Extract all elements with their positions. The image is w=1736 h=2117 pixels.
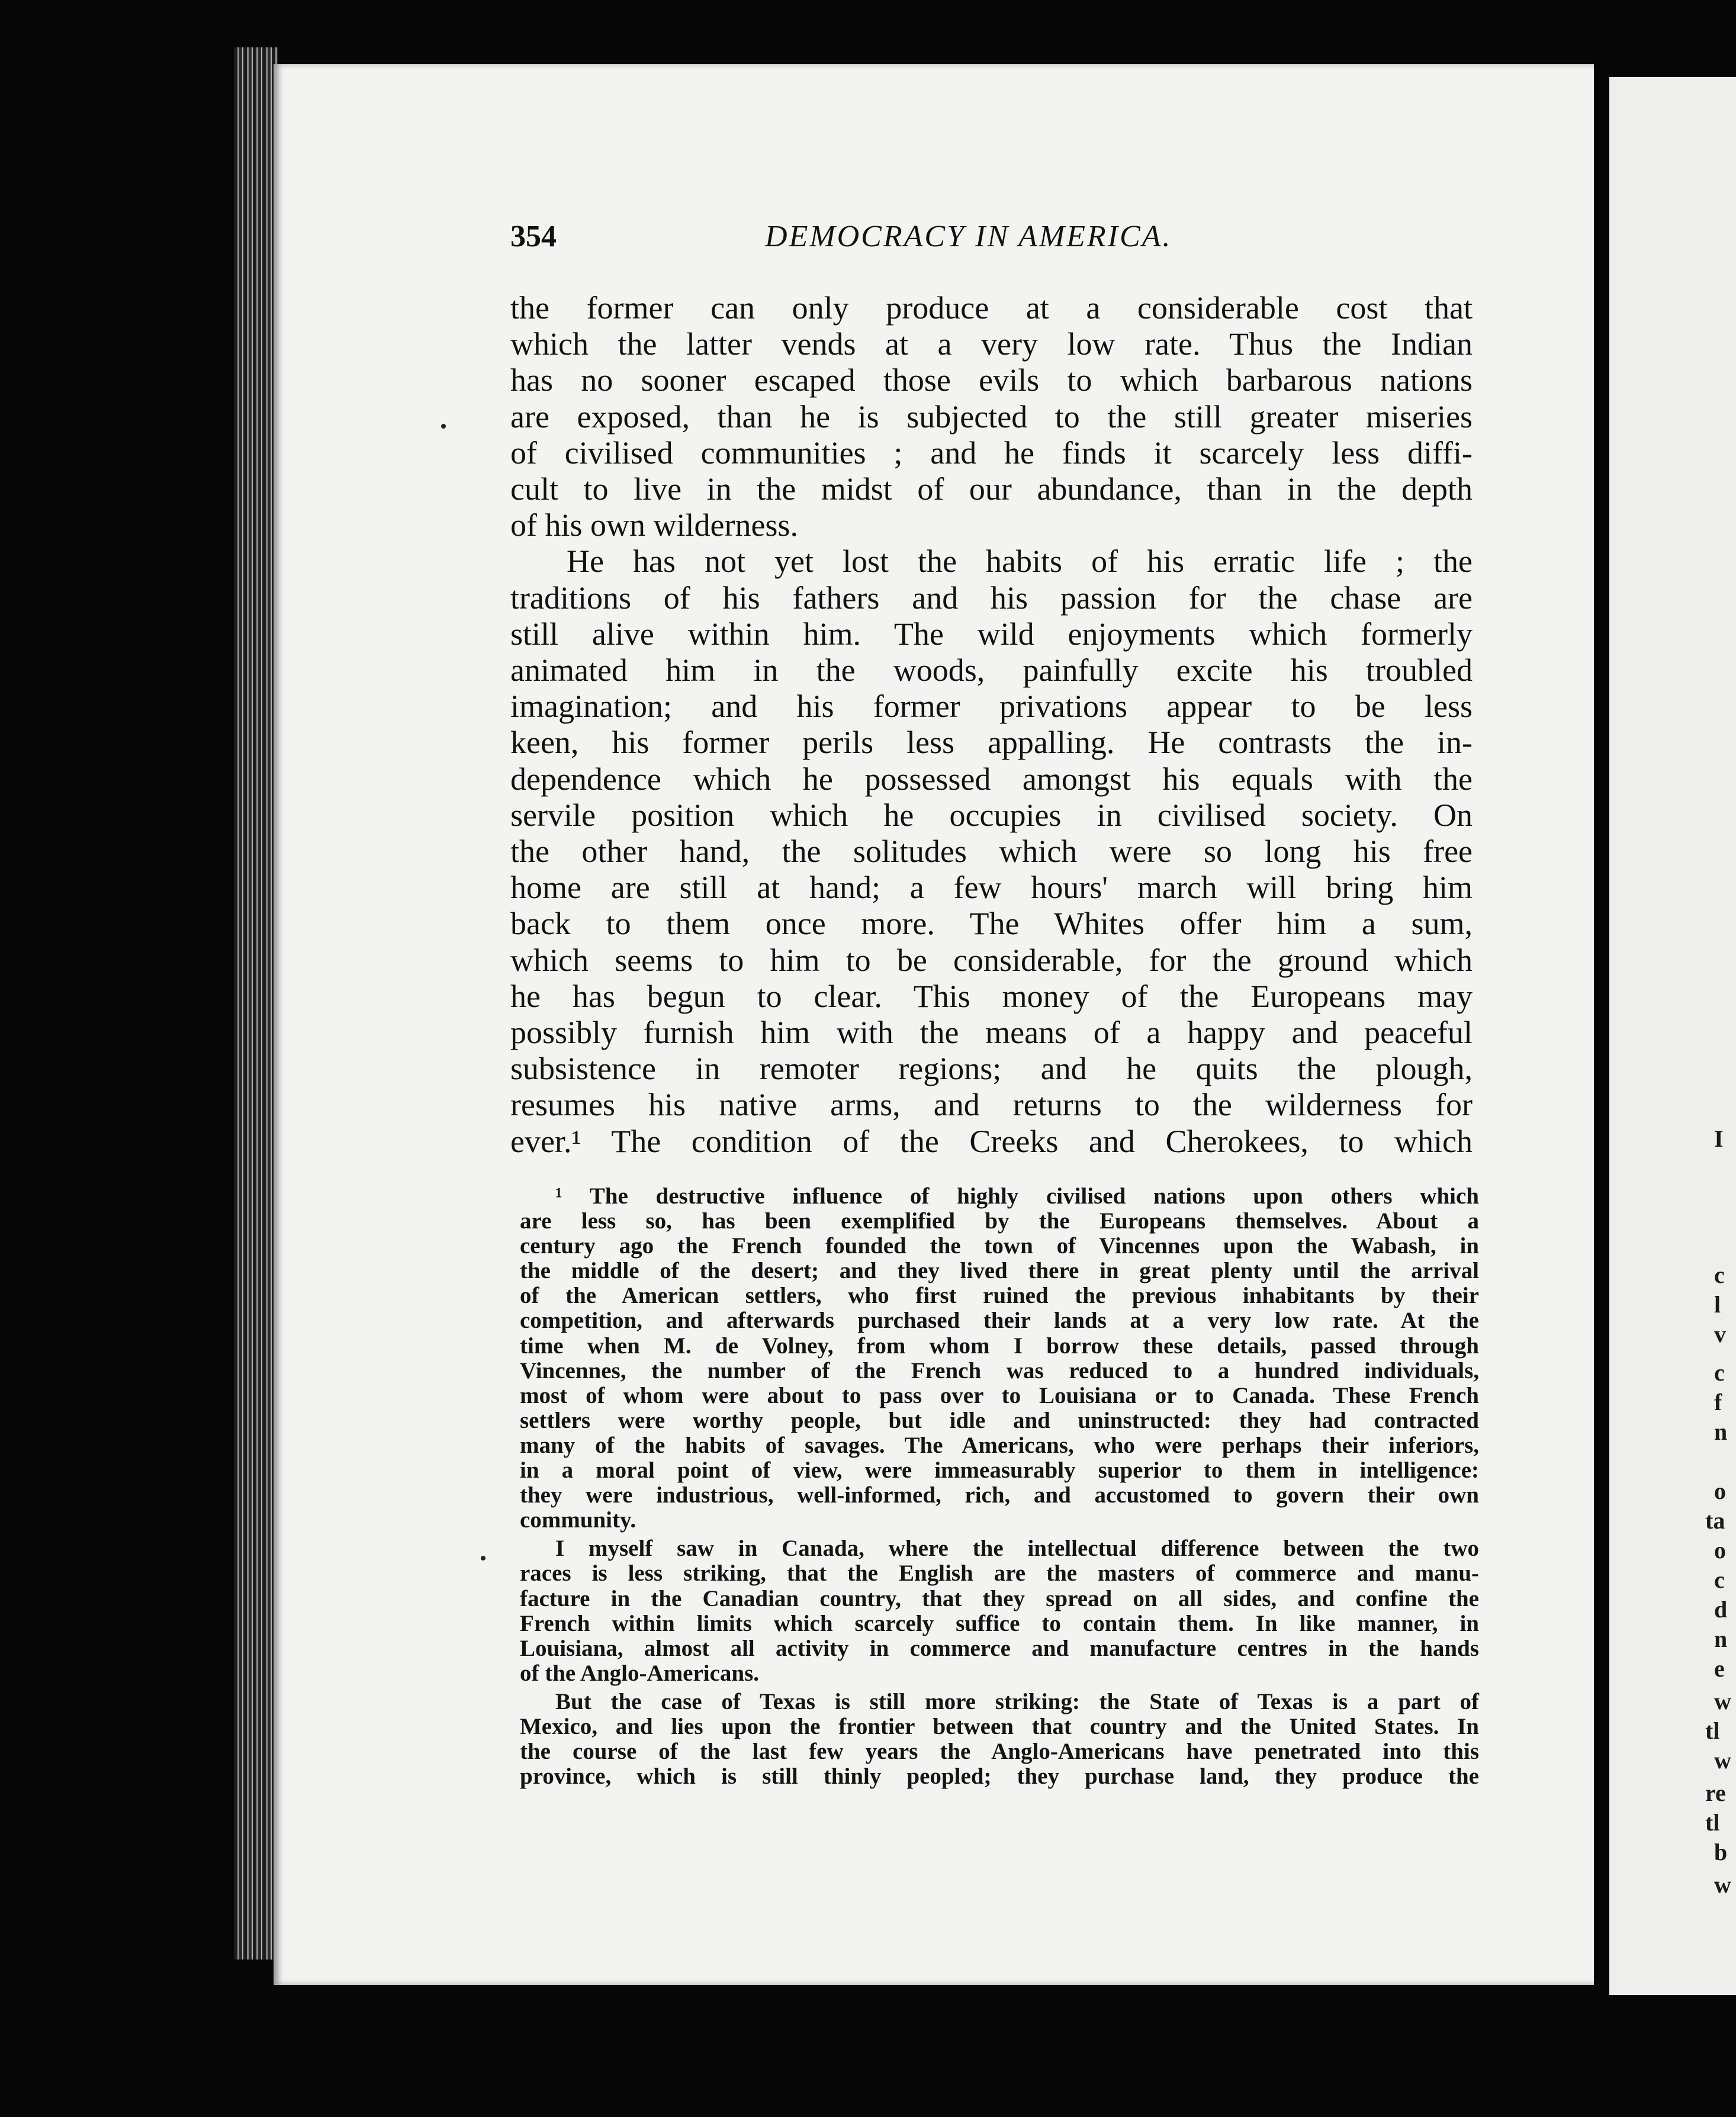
body-text bbox=[510, 290, 1473, 1160]
body-line: cult to live in the midst of our abundance, than in the depth bbox=[510, 471, 1473, 507]
facing-page-letter: w bbox=[1714, 1688, 1731, 1714]
facing-page-letter: v bbox=[1714, 1321, 1726, 1347]
body-line: animated him in the woods, painfully excite his troubled bbox=[510, 652, 1473, 688]
footnote-line: in a moral point of view, were immeasurably superior to them in intelligence: bbox=[520, 1458, 1479, 1484]
footnote-line: the middle of the desert; and they lived there in great plenty until the arrival bbox=[520, 1258, 1479, 1284]
footnote-line: Mexico, and lies upon the frontier between that country and the United States. In bbox=[520, 1713, 1479, 1739]
footnote-line: Vincennes, the number of the French was reduced to a hundred individuals, bbox=[520, 1357, 1479, 1384]
footnote-line: races is less striking, that the English are the masters of commerce and manu- bbox=[520, 1561, 1479, 1587]
facing-page-letter: c bbox=[1714, 1566, 1725, 1593]
body-line: which the latter vends at a very low rate. Thus the Indian bbox=[510, 326, 1473, 362]
facing-page-letter: I bbox=[1714, 1125, 1724, 1152]
margin-dot bbox=[481, 1556, 486, 1561]
body-line: has no sooner escaped those evils to which barbarous nations bbox=[510, 362, 1473, 398]
body-line: the other hand, the solitudes which were so long his free bbox=[510, 834, 1473, 870]
facing-page-letter: b bbox=[1714, 1839, 1728, 1865]
facing-page-letter: o bbox=[1714, 1537, 1726, 1563]
facing-page-letter: w bbox=[1714, 1747, 1731, 1774]
footnote-line: community. bbox=[520, 1507, 636, 1533]
facing-page-letter: n bbox=[1714, 1418, 1728, 1445]
body-line: dependence which he possessed amongst his equals with the bbox=[510, 761, 1473, 797]
body-line: are exposed, than he is subjected to the still greater miseries bbox=[510, 398, 1473, 435]
facing-page-letter: c bbox=[1714, 1359, 1725, 1386]
footnote-line: But the case of Texas is still more striking: the State of Texas is a part of bbox=[555, 1688, 1479, 1714]
footnote-line: century ago the French founded the town of Vincennes upon the Wabash, in bbox=[520, 1233, 1479, 1259]
footnote-line: facture in the Canadian country, that they spread on all sides, and confine the bbox=[520, 1585, 1479, 1611]
facing-page-letter: w bbox=[1714, 1871, 1731, 1898]
facing-page-letter: e bbox=[1714, 1655, 1725, 1682]
body-line: still alive within him. The wild enjoyments which formerly bbox=[510, 616, 1473, 652]
facing-page-letter: c bbox=[1714, 1262, 1725, 1288]
body-line: the former can only produce at a considerable cost that bbox=[510, 290, 1473, 326]
margin-dot bbox=[441, 424, 446, 429]
footnote-line: settlers were worthy people, but idle and uninstructed: they had contracted bbox=[520, 1407, 1479, 1433]
facing-page-letter: f bbox=[1714, 1389, 1722, 1415]
body-line: home are still at hand; a few hours' march will bring him bbox=[510, 870, 1473, 906]
footnote-line: of the American settlers, who first ruined the previous inhabitants by their bbox=[520, 1283, 1479, 1309]
body-line: imagination; and his former privations appear to be less bbox=[510, 688, 1473, 725]
body-line: servile position which he occupies in civilised society. On bbox=[510, 797, 1473, 833]
footnote-line: competition, and afterwards purchased their lands at a very low rate. At the bbox=[520, 1308, 1479, 1334]
footnote-line: I myself saw in Canada, where the intellectual difference between the two bbox=[555, 1536, 1479, 1562]
facing-page-letter: re bbox=[1705, 1780, 1726, 1806]
footnote-line: the course of the last few years the Anglo-Americans have penetrated into this bbox=[520, 1739, 1479, 1765]
facing-page-letter: d bbox=[1714, 1596, 1728, 1623]
footnote-line: time when M. de Volney, from whom I borrow these details, passed through bbox=[520, 1333, 1479, 1359]
facing-page-letter: tl bbox=[1705, 1717, 1720, 1744]
facing-page-letter: o bbox=[1714, 1478, 1726, 1504]
body-line: He has not yet lost the habits of his erratic life ; the bbox=[567, 543, 1473, 580]
body-line: resumes his native arms, and returns to the wilderness for bbox=[510, 1087, 1473, 1123]
book-page-edges bbox=[234, 47, 278, 1960]
body-line: ever.¹ The condition of the Creeks and Cherokees, to which bbox=[510, 1123, 1473, 1159]
footnote-line: many of the habits of savages. The Americans, who were perhaps their inferiors, bbox=[520, 1432, 1479, 1458]
facing-page-letter: l bbox=[1714, 1291, 1721, 1318]
footnote-line: province, which is still thinly peopled; they purchase land, they produce the bbox=[520, 1764, 1479, 1790]
body-line: traditions of his fathers and his passion for the chase are bbox=[510, 580, 1473, 616]
page-number: 354 bbox=[510, 220, 557, 253]
footnote-line: most of whom were about to pass over to Louisiana or to Canada. These French bbox=[520, 1382, 1479, 1408]
footnote-line: they were industrious, well-informed, rich, and accustomed to govern their own bbox=[520, 1482, 1479, 1508]
footnote-line: Louisiana, almost all activity in commerce and manufacture centres in the hands bbox=[520, 1635, 1479, 1661]
footnote bbox=[520, 1184, 1479, 1789]
body-line: which seems to him to be considerable, for the ground which bbox=[510, 942, 1473, 978]
facing-page-letter: n bbox=[1714, 1626, 1728, 1652]
body-line: of civilised communities ; and he finds it scarcely less diffi- bbox=[510, 435, 1473, 471]
body-line: back to them once more. The Whites offer him a sum, bbox=[510, 906, 1473, 942]
facing-page-letter: ta bbox=[1705, 1507, 1725, 1534]
body-line: subsistence in remoter regions; and he quits the plough, bbox=[510, 1051, 1473, 1087]
footnote-line: ¹ The destructive influence of highly civilised nations upon others which bbox=[555, 1183, 1479, 1209]
body-line: he has begun to clear. This money of the Europeans may bbox=[510, 978, 1473, 1014]
body-line: keen, his former perils less appalling. He contrasts the in- bbox=[510, 725, 1473, 761]
footnote-line: of the Anglo-Americans. bbox=[520, 1660, 760, 1686]
footnote-line: French within limits which scarcely suffice to contain them. In like manner, in bbox=[520, 1610, 1479, 1636]
page-header bbox=[510, 219, 1481, 260]
body-line: of his own wilderness. bbox=[510, 507, 798, 543]
body-line: possibly furnish him with the means of a happy and peaceful bbox=[510, 1015, 1473, 1051]
facing-page-letter: tl bbox=[1705, 1809, 1720, 1836]
running-title: DEMOCRACY IN AMERICA. bbox=[765, 220, 1172, 253]
footnote-line: are less so, has been exemplified by the Europeans themselves. About a bbox=[520, 1208, 1479, 1234]
